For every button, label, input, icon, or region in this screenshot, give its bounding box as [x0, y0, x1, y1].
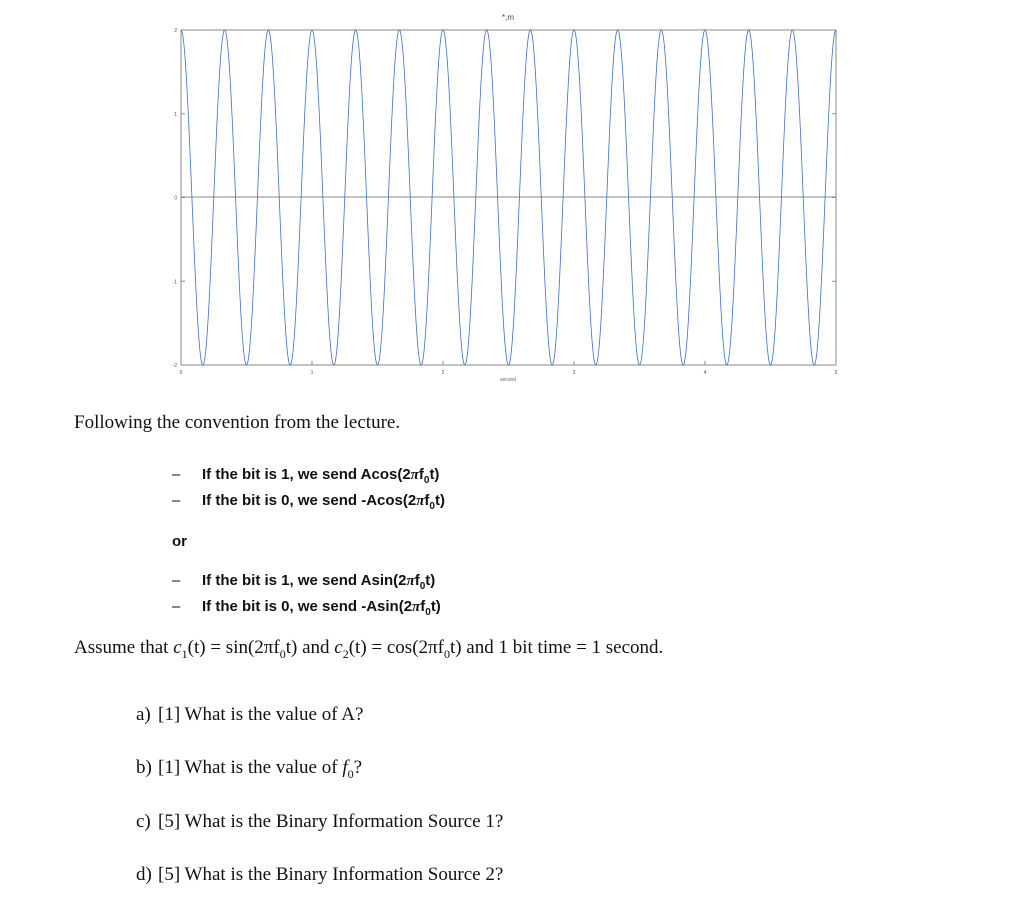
- sub0-2: 0: [429, 501, 435, 512]
- bullet-bit1-sin: [172, 572, 435, 592]
- y-tick-label: 2: [174, 28, 177, 34]
- x-tick-label: 3: [572, 370, 576, 376]
- x-ticks: [180, 361, 838, 376]
- pi-symbol-4: π: [412, 599, 421, 615]
- or-text: or: [172, 533, 187, 550]
- intro-text: Following the convention from the lecture.: [74, 412, 401, 433]
- eq1: (t) = sin(2πf: [187, 637, 280, 658]
- close-3: t): [425, 572, 436, 589]
- x-tick-label: 4: [703, 370, 707, 376]
- question-a-label: a): [136, 704, 151, 725]
- question-b-label: b): [136, 757, 152, 778]
- c1-sub: 1: [181, 646, 188, 661]
- close-2: t): [434, 492, 445, 509]
- f-1: f: [418, 466, 424, 483]
- question-d: [136, 864, 503, 886]
- dash-1: –: [172, 466, 181, 483]
- c2-sub: 2: [342, 646, 349, 661]
- sub0-1: 0: [423, 475, 430, 486]
- eq1-tail: t) and: [285, 637, 335, 658]
- bullet-2-text: If the bit is 0, we send -Acos(2: [202, 492, 417, 509]
- f-3: f: [414, 572, 420, 589]
- y-tick-label: 1: [174, 111, 177, 118]
- y-tick-label: -2: [172, 363, 177, 369]
- question-a: [136, 704, 363, 726]
- question-c: [136, 811, 503, 833]
- close-1: t): [429, 466, 440, 483]
- question-c-text: [5] What is the Binary Information Source 1?: [158, 811, 504, 832]
- question-c-label: c): [136, 811, 151, 832]
- eq2-sub: 0: [443, 646, 450, 661]
- eq2-tail: t) and 1 bit time = 1 second.: [449, 637, 664, 658]
- bullet-bit0-sin: [172, 598, 441, 618]
- dash-3: –: [172, 572, 181, 589]
- f-4: f: [420, 598, 426, 615]
- question-d-label: d): [136, 864, 152, 885]
- pi-symbol-2: π: [416, 493, 425, 509]
- y-tick-label: -1: [172, 279, 177, 286]
- bullet-1-text: If the bit is 1, we send Acos(2: [202, 466, 411, 483]
- question-a-text: [1] What is the value of A?: [158, 704, 364, 725]
- x-axis-label: second: [499, 377, 517, 383]
- waveform-plot: [0, 0, 1024, 400]
- assumption-line: [74, 637, 663, 662]
- c1-symbol: c: [173, 637, 182, 658]
- bullet-4-text: If the bit is 0, we send -Asin(2: [202, 598, 413, 615]
- pi-symbol-3: π: [406, 573, 415, 589]
- chart-title: *,m: [502, 13, 514, 22]
- question-d-text: [5] What is the Binary Information Source 2?: [158, 864, 504, 885]
- y-tick-label: 0: [174, 195, 177, 202]
- f-2: f: [424, 492, 430, 509]
- bullet-3-text: If the bit is 1, we send Asin(2: [202, 572, 407, 589]
- question-b: [136, 757, 362, 782]
- bullet-bit1-cos: [172, 466, 439, 486]
- x-tick-label: 0: [179, 370, 183, 376]
- eq2: (t) = cos(2πf: [348, 637, 444, 658]
- sub0-4: 0: [425, 607, 431, 618]
- eq1-sub: 0: [279, 646, 286, 661]
- dash-4: –: [172, 598, 181, 615]
- x-tick-label: 5: [834, 370, 838, 376]
- question-b-sub: 0: [347, 766, 354, 781]
- bullet-bit0-cos: [172, 492, 445, 512]
- x-tick-label: 1: [310, 370, 314, 376]
- close-4: t): [430, 598, 441, 615]
- question-b-f: f: [342, 757, 348, 778]
- pi-symbol-1: π: [410, 467, 419, 483]
- question-b-text: [1] What is the value of: [158, 757, 343, 778]
- x-tick-label: 2: [441, 370, 445, 376]
- y-ticks: [173, 28, 836, 369]
- question-b-tail: ?: [353, 757, 363, 778]
- assume-lead: Assume that: [74, 637, 174, 658]
- c2-symbol: c: [334, 637, 343, 658]
- dash-2: –: [172, 492, 181, 509]
- sub0-3: 0: [419, 581, 426, 592]
